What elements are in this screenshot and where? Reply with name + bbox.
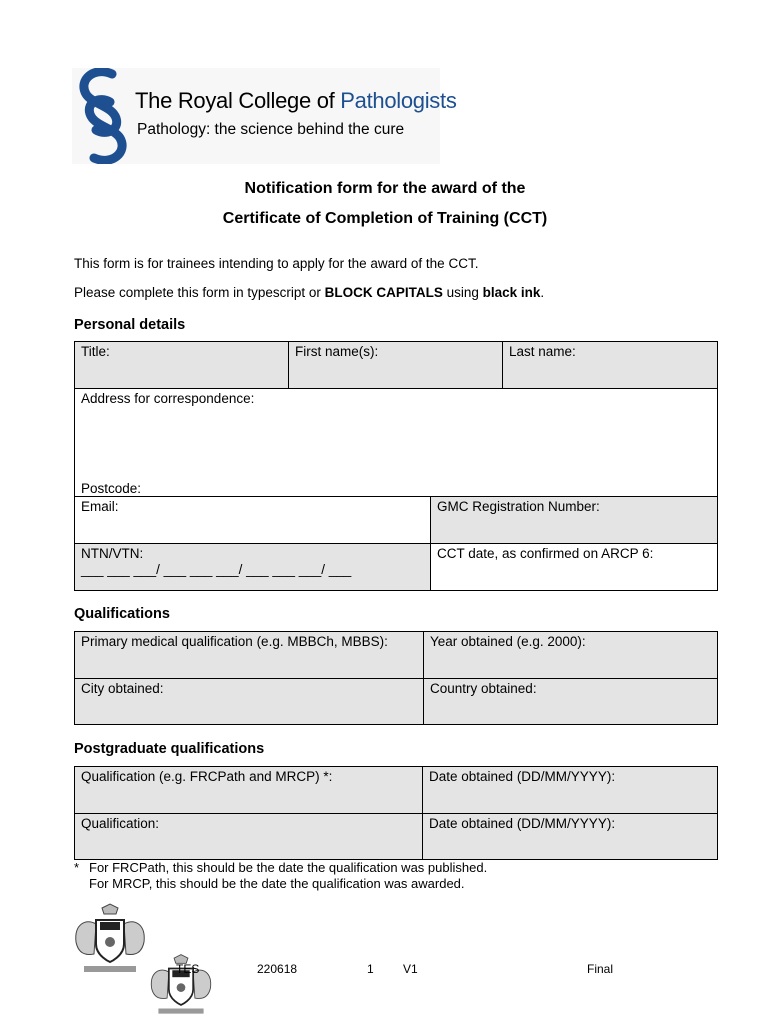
primary-qualification-field[interactable]	[74, 631, 424, 679]
footer-version: V1	[403, 962, 418, 976]
ntn-vtn-field[interactable]	[74, 543, 431, 591]
personal-details-heading: Personal details	[74, 317, 186, 333]
footer-code: TES	[176, 962, 200, 976]
qualifications-heading: Qualifications	[74, 606, 170, 622]
cct-date-field[interactable]	[430, 543, 718, 591]
last-name-field[interactable]	[502, 341, 718, 389]
email-label: Email:	[81, 499, 119, 514]
ntn-label: NTN/VTN:	[81, 546, 144, 561]
footnote-line1: For FRCPath, this should be the date the qualification was published.	[89, 860, 488, 875]
last-name-label: Last name:	[509, 344, 576, 359]
title-label: Title:	[81, 344, 110, 359]
first-name-field[interactable]	[288, 341, 503, 389]
postgrad-qualification1-field[interactable]	[74, 766, 423, 814]
postgrad-qualification2-label: Qualification:	[81, 816, 160, 831]
footnote-line2: For MRCP, this should be the date the qualification was awarded.	[89, 876, 465, 891]
year-obtained-field[interactable]	[423, 631, 718, 679]
postgrad-date2-field[interactable]	[422, 813, 718, 860]
footnote-marker: *	[74, 860, 80, 875]
city-obtained-field[interactable]	[74, 678, 424, 725]
form-title-line2: Certificate of Completion of Training (CCT)	[222, 210, 548, 227]
college-tagline: Pathology: the science behind the cure	[137, 121, 405, 138]
intro-line1: This form is for trainees intending to apply for the award of the CCT.	[74, 256, 479, 271]
section-sign-logo-icon	[72, 68, 134, 164]
gmc-number-field[interactable]	[430, 496, 718, 544]
footer-date-code: 220618	[257, 962, 298, 976]
postgrad-date1-label: Date obtained (DD/MM/YYYY):	[429, 769, 616, 784]
country-obtained-field[interactable]	[423, 678, 718, 725]
title-field[interactable]	[74, 341, 289, 389]
postgrad-qualification1-label: Qualification (e.g. FRCPath and MRCP) *:	[81, 769, 333, 784]
email-field[interactable]	[74, 496, 431, 544]
postgrad-date2-label: Date obtained (DD/MM/YYYY):	[429, 816, 616, 831]
cct-date-label: CCT date, as confirmed on ARCP 6:	[437, 546, 654, 561]
postgraduate-heading: Postgraduate qualifications	[74, 741, 265, 757]
intro-line2: Please complete this form in typescript or BLOCK CAPITALS using black ink.	[74, 285, 545, 300]
form-title-line1: Notification form for the award of the	[244, 180, 526, 197]
year-obtained-label: Year obtained (e.g. 2000):	[430, 634, 586, 649]
city-obtained-label: City obtained:	[81, 681, 164, 696]
primary-qualification-label: Primary medical qualification (e.g. MBBCh, MBBS):	[81, 634, 388, 649]
address-label: Address for correspondence:	[81, 391, 255, 406]
address-field[interactable]	[74, 388, 718, 497]
postgrad-qualification2-field[interactable]	[74, 813, 423, 860]
postgrad-date1-field[interactable]	[422, 766, 718, 814]
first-name-label: First name(s):	[295, 344, 379, 359]
coat-of-arms-icon	[72, 902, 148, 976]
gmc-label: GMC Registration Number:	[437, 499, 600, 514]
college-name: The Royal College of Pathologists	[135, 88, 457, 113]
footer-status: Final	[587, 962, 614, 976]
postcode-label: Postcode:	[81, 481, 142, 496]
footer-page-number: 1	[367, 962, 374, 976]
ntn-pattern: ___ ___ ___/ ___ ___ ___/ ___ ___ ___/ ___	[81, 562, 352, 577]
country-obtained-label: Country obtained:	[430, 681, 537, 696]
